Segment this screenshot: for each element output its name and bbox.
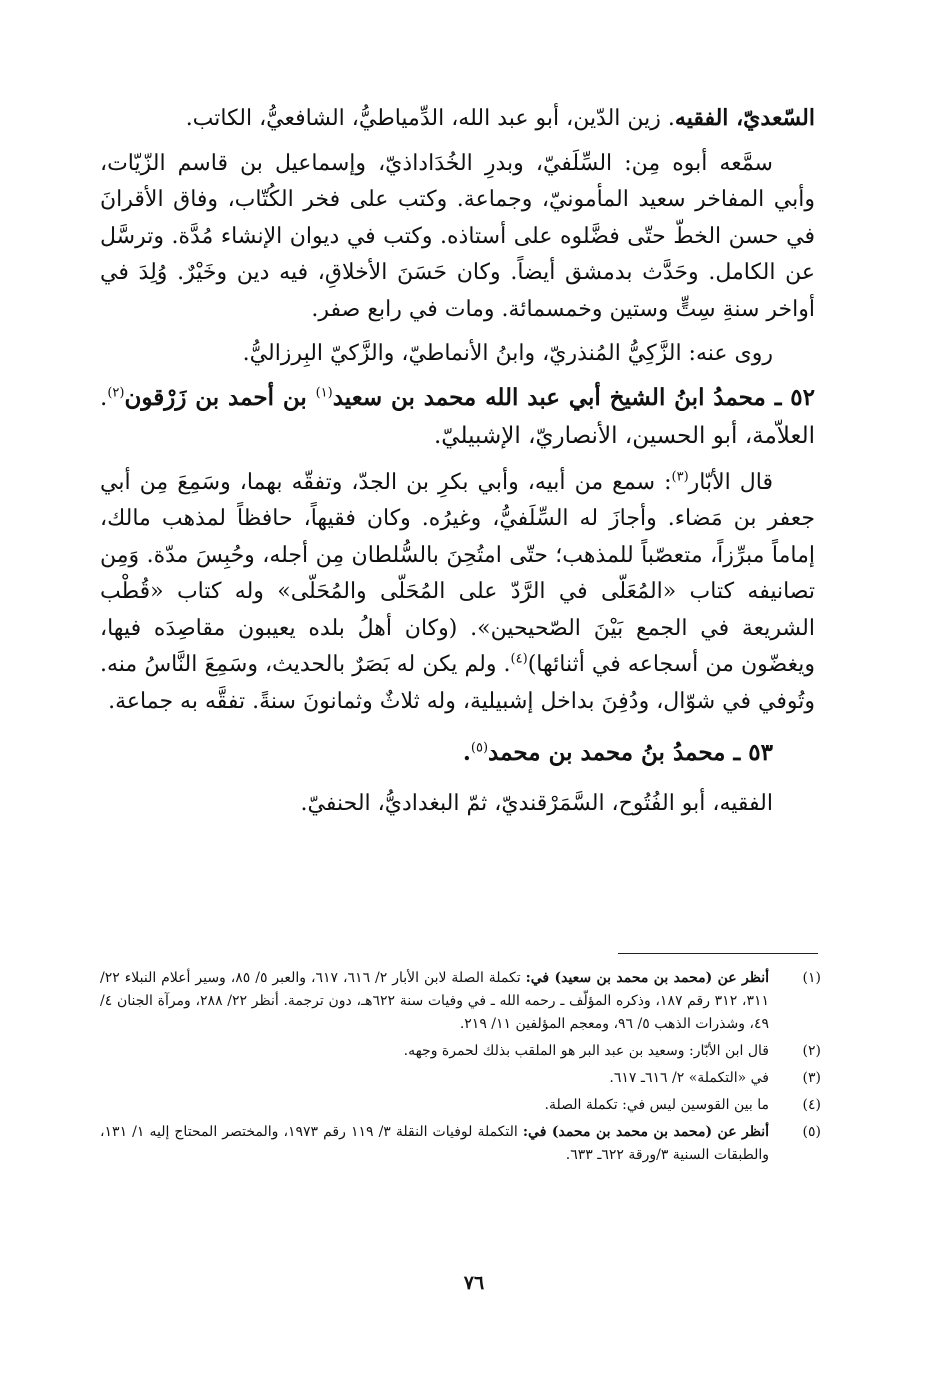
paragraph-3-c: . ولم يكن له بَصَرٌ بالحديث، وسَمِعَ النَّاسُ منه. وتُوفي في شوّال، ودُفِنَ بداخل إشبيلية، وله ثلاثٌ وثمانونَ سنةً. تفقَّه به جماعة.: [100, 652, 815, 714]
footnote-4: [100, 1094, 825, 1117]
paragraph-2: روى عنه: الزَّكِيُّ المُنذريّ، وابنُ الأنماطيّ، والزَّكيّ البِرزاليُّ.: [242, 341, 773, 366]
paragraph-3-b: : سمع من أبيه، وأبي بكرِ بن الجدّ، وتفقّه بهما، وسَمِعَ مِن أبي جعفر بن مَضاء. وأجازَ له السِّلَفيُّ، وغيرُه. وكان فقيهاً، حافظاً لمذهب مالك، إماماً مبرِّزاً، متعصّباً للمذهب؛ حتّى امتُحِنَ بالسُّلطان مِن أجله، وحُبِسَ مدّة. وَمِن تصانيفه كتاب «المُعَلّى في الرَّدّ على المُحَلّى والمُحَلّى» وله كتاب «قُطْب الشريعة في الجمع بَيْنَ الصّحيحين». (وكان أهلُ بلده يعيبون مقاصِدَه فيها، ويغضّون من أسجاعه في أثنائها): [100, 469, 815, 677]
footnote-text: التكملة لوفيات النقلة ٣/ ١١٩ رقم ١٩٧٣، والمختصر المحتاج إليه ١/ ١٣١، والطبقات السنية ٣/ورقة ٦٢٢ـ ٦٣٣.: [100, 1124, 769, 1163]
footnote-number: (٣): [802, 1070, 821, 1086]
page-number: ٧٦: [463, 1272, 485, 1294]
entry-52-heading: [100, 379, 815, 455]
entry-52-rest: . العلاّمة، أبو الحسين، الأنصاريّ، الإشبيليّ.: [100, 384, 815, 449]
intro-rest: . زين الدّين، أبو عبد الله، الدِّمياطيُّ، الشافعيُّ، الكاتب.: [185, 106, 675, 131]
entry-52-number: ٥٢ ـ: [774, 383, 815, 411]
entry-53-name: محمدُ بنُ محمد بن محمد: [488, 739, 726, 766]
footnote-text: في «التكملة» ٢/ ٦١٦ـ ٦١٧.: [609, 1070, 769, 1086]
footnote-text: قال ابن الأبّار: وسعيد بن عبد البر هو الملقب بذلك لحمرة وجهه.: [403, 1043, 769, 1059]
footnote-number: (١): [802, 970, 821, 986]
footnote-ref-3: (٣): [671, 469, 689, 485]
footnote-3: [100, 1067, 825, 1090]
intro-bold: السّعديّ، الفقيه: [674, 105, 815, 131]
footnote-text: تكملة الصلة لابن الأبار ٢/ ٦١٦، ٦١٧، والعبر ٥/ ٨٥، وسير أعلام النبلاء ٢٢/ ٣١١، ٣١٢ رقم ١٨٧، وذكره المؤلّف ـ رحمه الله ـ في وفيات سنة ٦٢٢هـ، دون ترجمة. أنظر ٢٢/ ٢٨٨، ومرآة الجنان ٤/ ٤٩، وشذرات الذهب ٥/ ٩٦، ومعجم المؤلفين ١١/ ٢١٩.: [100, 970, 769, 1032]
footnote-text: ما بين القوسين ليس في: تكملة الصلة.: [544, 1097, 769, 1113]
entry-53-heading: [100, 734, 815, 772]
paragraph-3: [100, 465, 815, 721]
paragraph-4: الفقيه، أبو الفُتُوح، السَّمَرْقنديّ، ثمّ البغداديُّ، الحنفيّ.: [300, 791, 773, 816]
footnote-number: (٥): [802, 1124, 821, 1140]
footnote-5: [100, 1121, 825, 1167]
entry-53-rest: .: [462, 739, 471, 766]
footnote-ref-4: (٤): [510, 651, 528, 667]
paragraph-3-a: قال الأبّار: [688, 469, 774, 495]
footnote-ref-5: (٥): [470, 740, 489, 756]
paragraph-1: سمَّعه أبوه مِن: السِّلَفيّ، وبدرِ الخُدَاداذيّ، وإسماعيل بن قاسم الزّيّات، وأبي المفاخر سعيد المأمونيّ، وجماعة. وكتب على فخر الكُتّاب، وفاق الأقرانَ في حسن الخطّ حتّى فضَّلوه على أستاذه. وكتب في ديوان الإنشاء مُدَّة. وترسَّل عن الكامل. وحَدَّث بدمشق أيضاً. وكان حَسَنَ الأخلاقِ، فيه دين وخَيْرٌ. وُلِدَ في أواخر سنةِ سِتٍّ وستين وخمسمائة. ومات في رابع صفر.: [100, 150, 815, 322]
footnote-ref-1: (١): [315, 384, 333, 400]
footnote-1: [100, 967, 825, 1036]
footnote-source-bold: أنظر عن (محمد بن محمد بن محمد) في:: [522, 1124, 770, 1140]
footnotes: [100, 967, 825, 1171]
entry-52-name-b: بن أحمد بن زَرْقون: [124, 383, 307, 411]
footnote-number: (٢): [802, 1043, 821, 1059]
main-text: [100, 100, 815, 823]
entry-53-number: ٥٣ ـ: [733, 739, 773, 766]
footnote-separator: [618, 953, 818, 954]
entry-52-name-a: محمدُ ابنُ الشيخ أبي عبد الله محمد بن سعيد: [332, 383, 766, 411]
footnote-2: [100, 1040, 825, 1063]
footnote-ref-2: (٢): [107, 384, 125, 400]
footnote-number: (٤): [802, 1097, 821, 1113]
intro-line: [100, 100, 815, 138]
footnote-source-bold: أنظر عن (محمد بن محمد بن سعيد) في:: [525, 970, 769, 986]
